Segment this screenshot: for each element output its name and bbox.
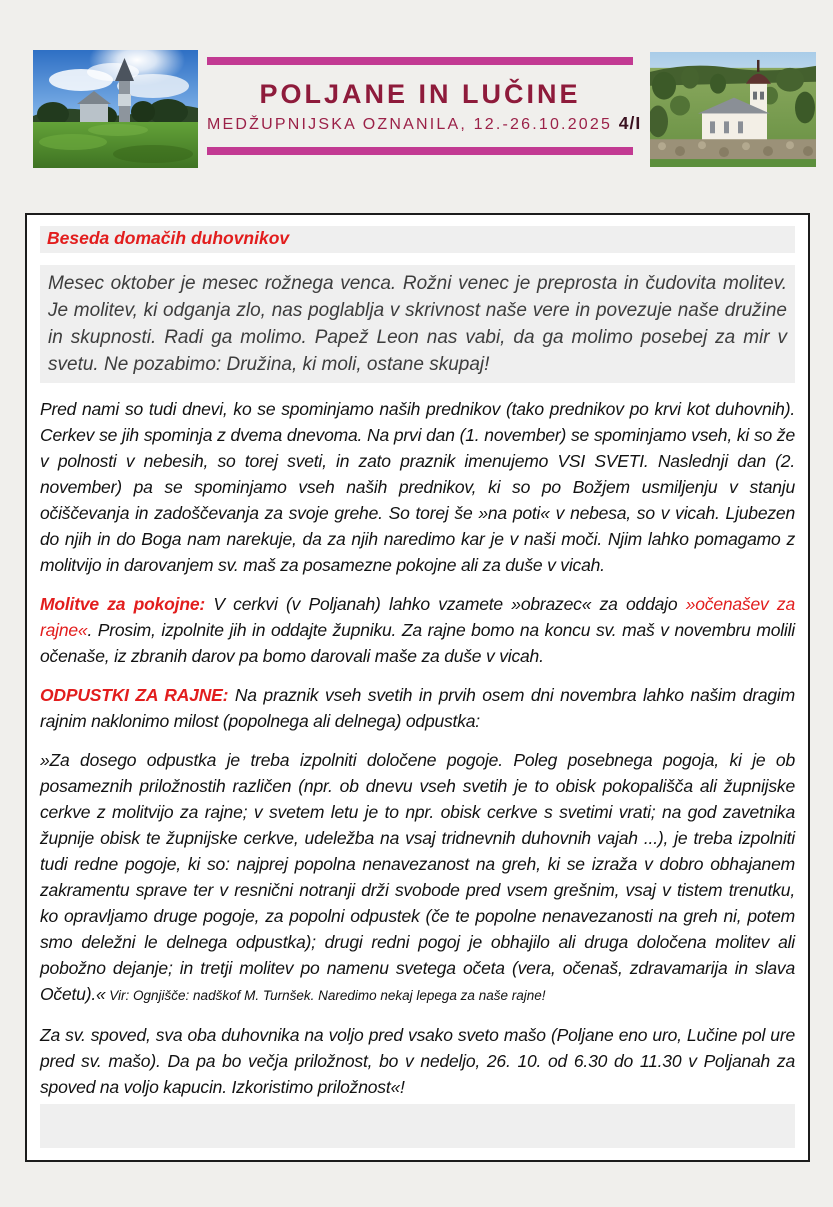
paragraph-odpustki — [40, 682, 795, 734]
paragraph-predniki: Pred nami so tudi dnevi, ko se spominjamo naših prednikov (tako prednikov po krvi kot duhovnih). Cerkev se jih spominja z dvema dnevoma. Na prvi dan (1. november) se spominjamo vseh, ki so že v polnosti v nebesih, so torej sveti, in zato praznik imenujemo VSI SVETI. Naslednji dan (2. november) pa se spominjamo vseh naših prednikov, ki so po Božjem usmiljenju v stanju očiščevanja in zadoščevanja za svoje grehe. So torej še »na poti« v nebesa, so v vicah. Ljubezen do njih in do Boga nam narekuje, da za njih naredimo kar je v naši moči. Njim lahko pomagamo z molitvijo in darovanjem sv. maš za posamezne pokojne ali za duše v vicah. — [40, 399, 795, 575]
odpustki-text: Na praznik vseh svetih in prvih osem dni novembra lahko našim dragim rajnim naklonimo milost (popolnega ali delnega) odpustka: — [40, 685, 795, 731]
molitve-lead: Molitve za pokojne: — [40, 594, 205, 614]
paragraph-molitve — [40, 591, 795, 669]
issue-number: 4/I — [618, 113, 642, 133]
molitve-text-b: . Prosim, izpolnite jih in oddajte župniku. Za rajne bomo na koncu sv. maš v novembru molili očenaše, iz zbranih darov pa bomo darovali maše za duše v vicah. — [40, 620, 795, 666]
bulletin-box — [25, 213, 810, 1162]
molitve-highlight: »očenašev za rajne« — [40, 594, 795, 640]
odpustki-lead: ODPUSTKI ZA RAJNE: — [40, 685, 229, 705]
intro-paragraph: Mesec oktober je mesec rožnega venca. Rožni venec je preprosta in čudovita molitev. Je molitev, ki odganja zlo, nas poglablja v skrivnost naše vere in povezuje naše družine in skupnosti. Radi ga molimo. Papež Leon nas vabi, da ga molimo posebej za mir v svetu. Ne pozabimo: Družina, ki moli, ostane skupaj! — [40, 265, 795, 383]
subtitle-text: MEDŽUPNIJSKA OZNANILA, 12.-26.10.2025 — [207, 116, 613, 133]
newsletter-title: POLJANE IN LUČINE — [259, 79, 581, 109]
pogoji-quote: »Za dosego odpustka je treba izpolniti določene pogoje. Poleg posebnega pogoja, ki je ob posameznih priložnostih različen (npr. ob dnevu vseh svetih je to obisk pokopališča ali župnijske cerkve z molitvijo za rajne; v svetem letu je to npr. obisk cerkve s svetimi vrati; na god zavetnika župnije obisk te župnijske cerkve, udeležba na vsaj tridnevnih duhovnih vajah ...), je treba izpolniti tudi redne pogoje, ki so: najprej popolna nenavezanost na greh, ki se izraža v dobro obhajanem zakramentu sprave ter v resnični notranji drži svobode pred vsem grešnim, vsaj v tistem trenutku, ko opravljamo druge pogoje, za popolni odpustek (če te popolne nenavezanosti na greh ni, potem smo deležni le delnega odpustka); drugi redni pogoj je obhajilo ali druga določena molitev ali pobožno dejanje; in tretji molitev po namenu svetega očeta (vera, očenaš, zdravamarija in slava Očetu).« — [40, 750, 795, 1004]
molitve-text-a: V cerkvi (v Poljanah) lahko vzamete »obrazec« za oddajo — [204, 594, 686, 614]
newsletter-subtitle — [207, 113, 642, 134]
bottom-accent-rule — [207, 147, 633, 155]
section-heading: Beseda domačih duhovnikov — [47, 228, 290, 248]
top-accent-rule — [207, 57, 633, 65]
hillside-church-illustration — [650, 52, 816, 167]
meadow-church-illustration — [33, 50, 198, 168]
masthead-center — [207, 57, 642, 155]
right-church-photo — [650, 52, 816, 167]
section-heading-strip — [40, 226, 795, 253]
paragraph-spoved: Za sv. spoved, sva oba duhovnika na voljo pred vsako sveto mašo (Poljane eno uro, Lučine pol ure pred sv. mašo). Da pa bo večja priložnost, bo v nedeljo, 26. 10. od 6.30 do 11.30 v Poljanah za spoved na voljo kapucin. Izkoristimo priložnost«! — [40, 1025, 795, 1097]
empty-footer-strip — [40, 1104, 795, 1148]
left-church-photo — [33, 50, 198, 168]
pogoji-source: Vir: Ognjišče: nadškof M. Turnšek. Naredimo nekaj lepega za naše rajne! — [105, 988, 546, 1003]
paragraph-pogoji — [40, 747, 795, 1009]
